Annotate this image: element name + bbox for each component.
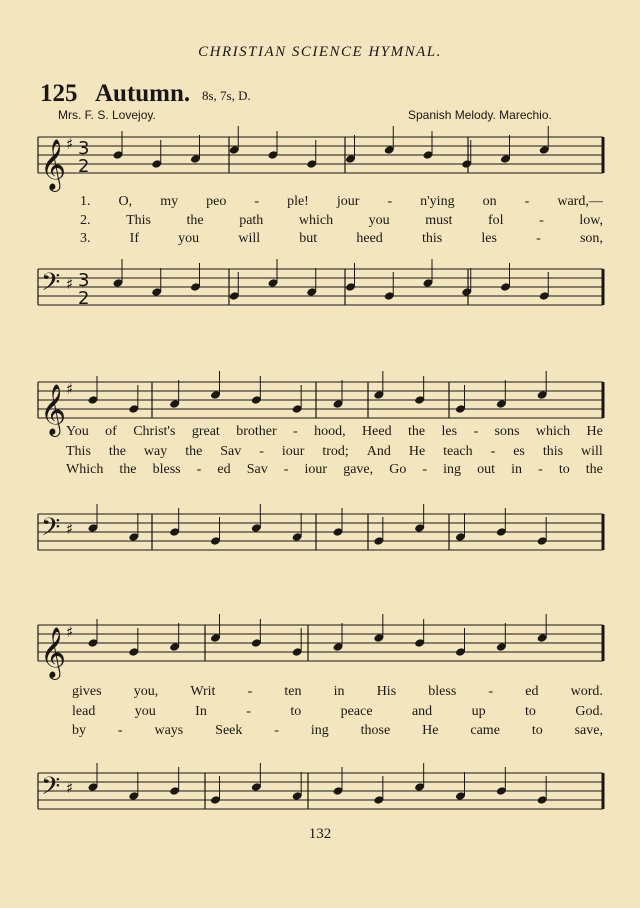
lyric-syllable: way xyxy=(143,444,168,459)
hymn-number: 125 xyxy=(40,80,78,107)
lyric-syllable: les xyxy=(441,424,458,439)
lyric-syllable: of xyxy=(105,424,117,439)
lyric-syllable: to xyxy=(558,462,570,477)
lyric-syllable: Which xyxy=(66,462,104,477)
lyric-line xyxy=(72,704,603,720)
lyric-syllable: God. xyxy=(575,704,603,719)
lyric-syllable: which xyxy=(298,213,334,228)
lyric-syllable: ed xyxy=(217,462,231,477)
lyric-syllable: - xyxy=(488,684,494,699)
lyric-syllable: - xyxy=(117,723,123,738)
lyric-syllable: the xyxy=(119,462,137,477)
page-number: 132 xyxy=(308,826,332,842)
lyric-line xyxy=(72,723,603,739)
lyric-syllable: - xyxy=(387,194,393,209)
lyric-syllable: bless xyxy=(428,684,457,699)
lyric-syllable: His xyxy=(376,684,397,699)
lyric-syllable: If xyxy=(129,231,139,246)
lyric-syllable: - xyxy=(539,213,544,228)
lyric-syllable: you xyxy=(134,704,156,719)
lyric-syllable: out xyxy=(477,462,496,477)
lyric-syllable: will xyxy=(581,444,603,459)
lyric-line xyxy=(66,424,603,440)
key-signature-sharp: ♯ xyxy=(66,135,74,153)
lyric-syllable: those xyxy=(360,723,391,738)
time-signature: 3 xyxy=(78,270,90,291)
lyric-syllable: word. xyxy=(570,684,603,699)
lyric-syllable: bless xyxy=(152,462,181,477)
lyric-syllable: - xyxy=(283,462,289,477)
lyric-syllable: - xyxy=(473,424,479,439)
key-signature-sharp: ♯ xyxy=(66,623,74,641)
lyric-syllable: ward,— xyxy=(557,194,603,209)
lyric-syllable: came xyxy=(470,723,500,738)
lyric-syllable: peo xyxy=(206,194,227,209)
lyric-syllable: He xyxy=(586,424,603,439)
treble-clef: 𝄞 xyxy=(40,384,67,435)
lyric-syllable: ten xyxy=(284,684,302,699)
lyric-syllable: low, xyxy=(579,213,603,228)
composer-credit: Spanish Melody. Marechio. xyxy=(408,108,552,122)
lyric-syllable: Sav xyxy=(246,462,268,477)
lyric-syllable: trod; xyxy=(322,444,349,459)
lyric-syllable: - xyxy=(422,462,428,477)
lyric-syllable: In xyxy=(195,704,207,719)
running-head: CHRISTIAN SCIENCE HYMNAL. xyxy=(198,44,442,60)
lyric-syllable: - xyxy=(536,231,541,246)
lyric-syllable: Seek xyxy=(215,723,243,738)
lyric-syllable: path xyxy=(239,213,264,228)
lyric-syllable: in xyxy=(333,684,345,699)
lyric-syllable: n'ying xyxy=(420,194,455,209)
lyric-syllable: iour xyxy=(281,444,305,459)
lyric-syllable: save, xyxy=(574,723,603,738)
lyric-line xyxy=(80,194,603,210)
lyric-syllable: this xyxy=(421,231,443,246)
lyric-syllable: jour xyxy=(336,194,360,209)
lyric-syllable: by xyxy=(72,723,86,738)
lyric-syllable: fol xyxy=(488,213,504,228)
lyric-syllable: You xyxy=(66,424,89,439)
lyric-syllable: - xyxy=(247,684,253,699)
lyric-syllable: my xyxy=(160,194,179,209)
lyric-syllable: He xyxy=(408,444,426,459)
hymn-title: Autumn. xyxy=(95,80,191,107)
lyric-syllable: ple! xyxy=(287,194,309,209)
lyric-syllable: in xyxy=(511,462,522,477)
lyric-syllable: and xyxy=(411,704,433,719)
lyric-syllable: es xyxy=(513,444,525,459)
lyric-line xyxy=(80,231,603,247)
lyric-syllable: must xyxy=(425,213,453,228)
bass-clef: 𝄢 xyxy=(41,268,61,303)
lyric-syllable: up xyxy=(471,704,486,719)
lyric-syllable: 2. xyxy=(80,213,91,228)
lyric-syllable: but xyxy=(299,231,318,246)
lyric-line xyxy=(72,684,603,700)
lyric-syllable: He xyxy=(422,723,439,738)
key-signature-sharp: ♯ xyxy=(66,275,74,293)
hymn-meter: 8s, 7s, D. xyxy=(202,88,251,103)
lyric-syllable: - xyxy=(293,424,298,439)
lyric-syllable: ing xyxy=(310,723,329,738)
lyric-syllable: 1. xyxy=(80,194,91,209)
author-credit: Mrs. F. S. Lovejoy. xyxy=(58,108,156,122)
time-signature: 2 xyxy=(78,156,90,177)
lyric-syllable: Heed xyxy=(362,424,392,439)
lyric-syllable: - xyxy=(524,194,530,209)
lyric-syllable: ways xyxy=(154,723,184,738)
lyric-syllable: peace xyxy=(340,704,373,719)
bass-clef: 𝄢 xyxy=(41,513,61,548)
lyric-syllable: And xyxy=(366,444,391,459)
lyric-syllable: this xyxy=(542,444,564,459)
lyric-syllable: the xyxy=(186,213,204,228)
lyric-syllable: the xyxy=(407,424,426,439)
lyric-syllable: son, xyxy=(579,231,603,246)
lyric-syllable: the xyxy=(108,444,126,459)
lyric-syllable: iour xyxy=(304,462,328,477)
lyric-syllable: - xyxy=(538,462,543,477)
time-signature: 2 xyxy=(78,288,90,309)
lyric-line xyxy=(66,462,603,478)
lyric-syllable: you xyxy=(368,213,390,228)
lyric-syllable: gives xyxy=(72,684,102,699)
lyric-syllable: to xyxy=(525,704,536,719)
time-signature: 3 xyxy=(78,138,90,159)
bass-clef: 𝄢 xyxy=(41,772,61,807)
lyric-syllable: hood, xyxy=(314,424,346,439)
lyric-syllable: teach xyxy=(443,444,473,459)
lyric-syllable: - xyxy=(254,194,260,209)
lyric-syllable: Go xyxy=(389,462,407,477)
key-signature-sharp: ♯ xyxy=(66,779,74,797)
lyric-syllable: This xyxy=(126,213,151,228)
lyric-syllable: This xyxy=(66,444,91,459)
lyric-syllable: Writ xyxy=(190,684,216,699)
lyric-syllable: the xyxy=(585,462,603,477)
key-signature-sharp: ♯ xyxy=(66,520,74,538)
lyric-syllable: gave, xyxy=(343,462,374,477)
lyric-syllable: on xyxy=(482,194,497,209)
lyric-line xyxy=(80,213,603,229)
lyric-syllable: - xyxy=(246,704,251,719)
lyric-syllable: ing xyxy=(443,462,462,477)
lyric-syllable: - xyxy=(490,444,496,459)
key-signature-sharp: ♯ xyxy=(66,380,74,398)
lyric-syllable: which xyxy=(535,424,571,439)
treble-clef: 𝄞 xyxy=(40,139,67,190)
lyric-syllable: O, xyxy=(118,194,133,209)
lyric-syllable: will xyxy=(238,231,261,246)
lyric-syllable: Sav xyxy=(220,444,242,459)
lyric-syllable: you xyxy=(178,231,200,246)
lyric-syllable: - xyxy=(259,444,264,459)
lyric-syllable: the xyxy=(185,444,203,459)
lyric-syllable: you, xyxy=(133,684,159,699)
lyric-line xyxy=(66,444,603,460)
lyric-syllable: 3. xyxy=(80,231,91,246)
treble-clef: 𝄞 xyxy=(40,627,67,678)
lyric-syllable: ed xyxy=(525,684,539,699)
lyric-syllable: Christ's xyxy=(133,424,176,439)
lyric-syllable: to xyxy=(531,723,543,738)
lyric-syllable: les xyxy=(481,231,497,246)
lyric-syllable: lead xyxy=(72,704,96,719)
lyric-syllable: great xyxy=(191,424,220,439)
lyric-syllable: sons xyxy=(494,424,520,439)
lyric-syllable: heed xyxy=(356,231,383,246)
lyric-syllable: brother xyxy=(236,424,277,439)
lyric-syllable: - xyxy=(274,723,279,738)
lyric-syllable: - xyxy=(196,462,202,477)
lyric-syllable: to xyxy=(290,704,302,719)
